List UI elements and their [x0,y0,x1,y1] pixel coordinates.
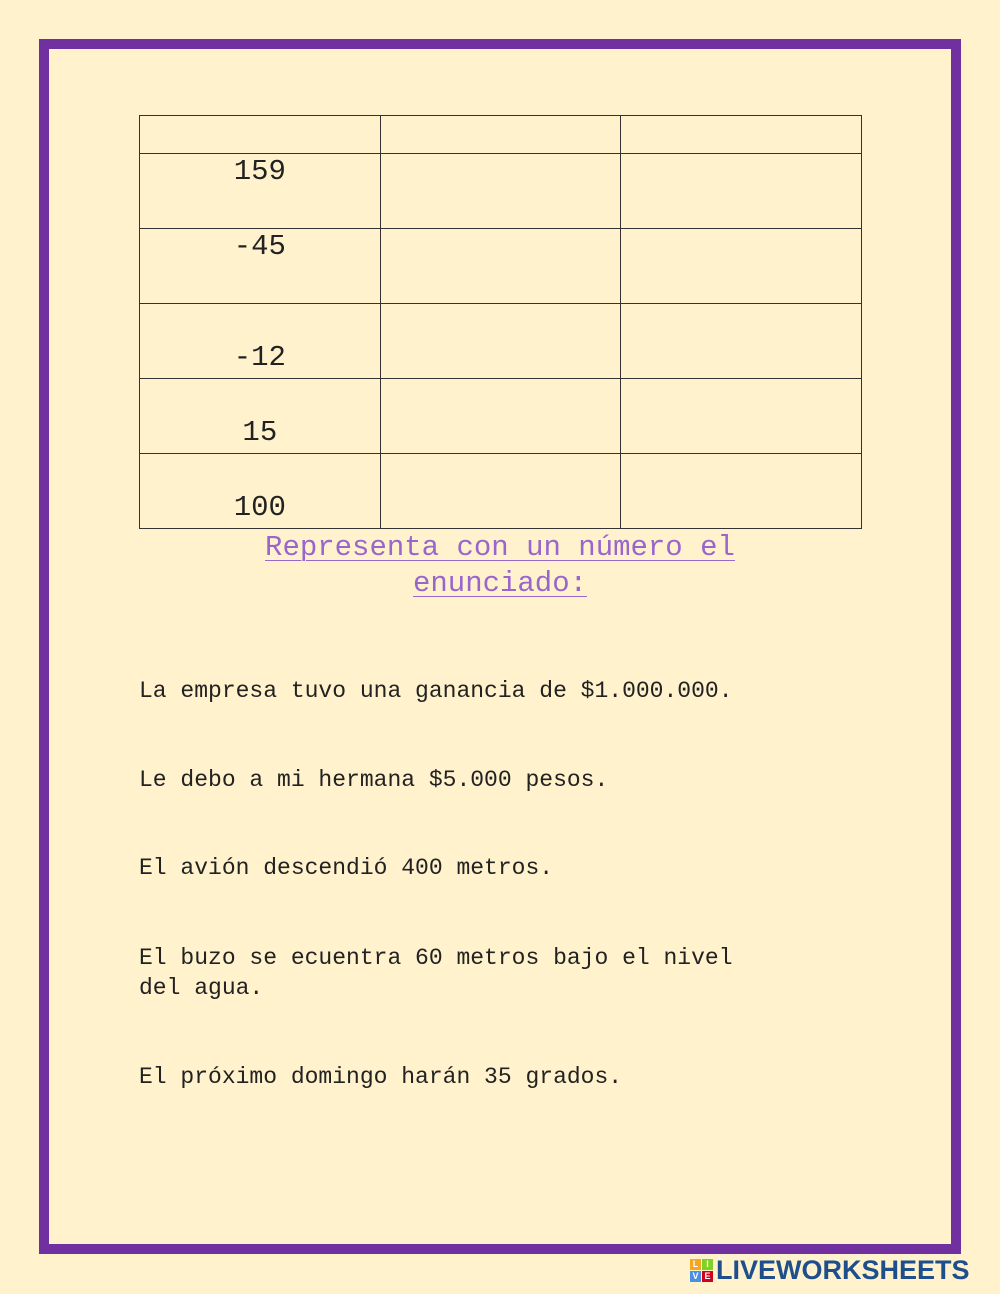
answer-cell[interactable] [621,154,862,229]
logo-letter: V [690,1271,701,1282]
liveworksheets-logo-icon [690,1259,713,1282]
liveworksheets-brand [690,1255,970,1285]
section-heading [200,530,800,602]
statement: El próximo domingo harán 35 grados. [139,1064,623,1090]
logo-letter: I [702,1259,713,1270]
number-cell [140,229,381,304]
number-value: 15 [242,416,278,449]
table-row [140,229,862,304]
answer-cell[interactable] [380,379,621,454]
answer-cell[interactable] [621,229,862,304]
table-header-row [140,116,862,154]
heading-line-1: Representa con un número el [265,531,735,564]
number-cell [140,154,381,229]
table-row [140,454,862,529]
answer-cell[interactable] [621,379,862,454]
answer-cell[interactable] [380,454,621,529]
answer-cell[interactable] [621,304,862,379]
table-row [140,304,862,379]
logo-letter: L [690,1259,701,1270]
number-value: 100 [233,491,286,524]
number-value: -12 [233,341,286,374]
statement: El buzo se ecuentra 60 metros bajo el nivel del agua. [139,945,733,1001]
header-cell [621,116,862,154]
number-value: 159 [233,155,286,188]
logo-letter: E [702,1271,713,1282]
number-cell [140,304,381,379]
number-cell [140,379,381,454]
statement: El avión descendió 400 metros. [139,855,554,881]
number-table [139,115,862,529]
header-cell [140,116,381,154]
statement: La empresa tuvo una ganancia de $1.000.000. [139,678,733,704]
statement: Le debo a mi hermana $5.000 pesos. [139,767,609,793]
header-cell [380,116,621,154]
answer-cell[interactable] [621,454,862,529]
heading-line-2: enunciado: [412,567,588,600]
table-row [140,379,862,454]
table-row [140,154,862,229]
answer-cell[interactable] [380,229,621,304]
answer-cell[interactable] [380,304,621,379]
brand-name: LIVEWORKSHEETS [716,1254,970,1285]
answer-cell[interactable] [380,154,621,229]
number-value: -45 [233,230,286,263]
number-cell [140,454,381,529]
